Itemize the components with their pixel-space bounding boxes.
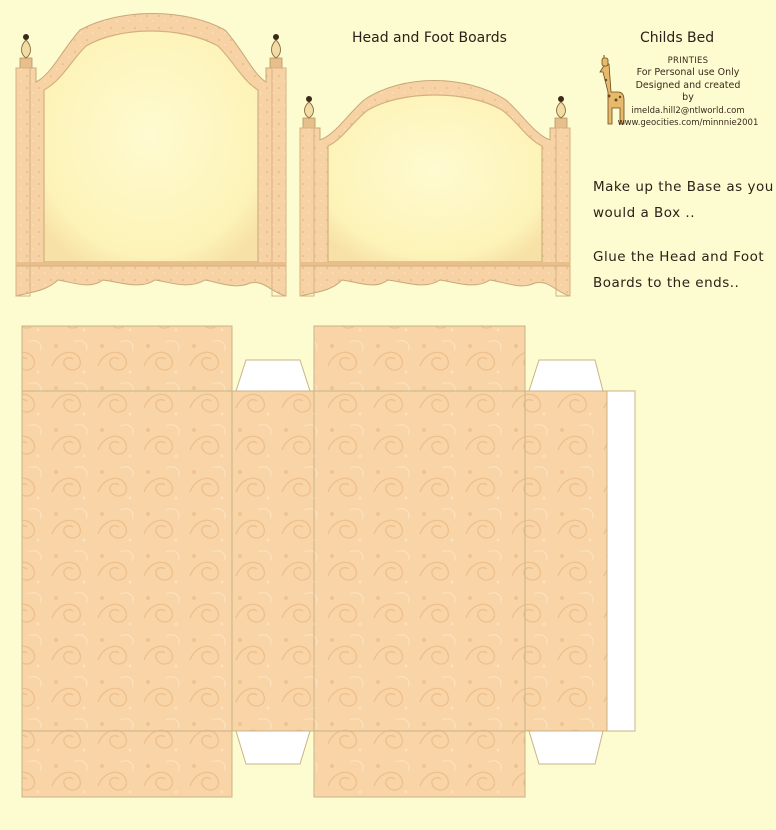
- glue-tab-bottom-2: [529, 731, 603, 764]
- instruction-step1-line1: Make up the Base as you: [593, 179, 774, 195]
- base-top-panel: [314, 391, 525, 731]
- headboard: [16, 14, 286, 297]
- credit-designed: Designed and created: [635, 79, 741, 91]
- headboard-finial-right: [270, 34, 282, 68]
- base-end-panel-bottom-left: [22, 731, 232, 797]
- base-side-panel-left: [22, 391, 232, 731]
- base-box-net: [22, 326, 635, 797]
- footboard-finial-right: [555, 96, 567, 128]
- boards-title: Head and Foot Boards: [352, 30, 507, 46]
- footboard-finial-left: [303, 96, 315, 128]
- base-end-panel-bottom-right: [314, 731, 525, 797]
- base-end-panel-top-left: [22, 326, 232, 391]
- credit-brand: PRINTIES: [667, 56, 709, 66]
- glue-tab-bottom-1: [236, 731, 310, 764]
- instruction-step2-line2: Boards to the ends..: [593, 275, 740, 291]
- footboard-panel: [328, 95, 542, 262]
- base-end-side-left: [232, 391, 314, 731]
- instructions: [593, 174, 774, 296]
- credit-by: by: [682, 92, 694, 104]
- instruction-step1-line2: would a Box ..: [593, 205, 696, 221]
- base-end-side-right: [525, 391, 607, 731]
- credits-block: [604, 55, 772, 129]
- base-end-panel-top-right: [314, 326, 525, 391]
- credit-website: www.geocities.com/minnnie2001: [617, 118, 759, 129]
- product-title: Childs Bed: [640, 30, 715, 46]
- glue-tab-top-1: [236, 360, 310, 391]
- glue-flap-right: [607, 391, 635, 731]
- footboard: [300, 81, 570, 297]
- credit-usage: For Personal use Only: [636, 67, 740, 79]
- headboard-panel: [44, 31, 258, 262]
- glue-tab-top-2: [529, 360, 603, 391]
- headboard-finial-left: [20, 34, 32, 68]
- credit-email: imelda.hill2@ntlworld.com: [631, 105, 745, 116]
- instruction-step2-line1: Glue the Head and Foot: [593, 249, 765, 265]
